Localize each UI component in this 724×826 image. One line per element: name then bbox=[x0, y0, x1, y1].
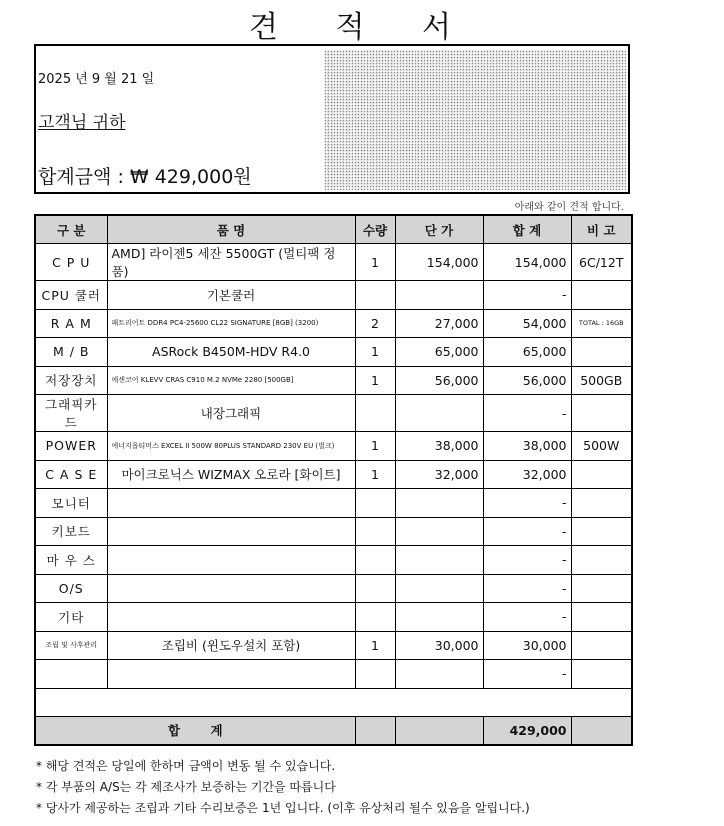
row-remarks bbox=[571, 546, 632, 575]
row-item-name: 에너지옵티머스 EXCEL II 500W 80PLUS STANDARD 230V EU (벌크) bbox=[107, 432, 355, 461]
row-category: 기타 bbox=[35, 603, 107, 632]
row-remarks bbox=[571, 660, 632, 689]
table-row bbox=[35, 603, 632, 632]
table-row bbox=[35, 432, 632, 461]
table-row bbox=[35, 366, 632, 395]
row-sum: 154,000 bbox=[483, 244, 571, 281]
total-sum: 429,000 bbox=[483, 716, 571, 745]
table-row bbox=[35, 631, 632, 660]
table-row bbox=[35, 309, 632, 338]
row-remarks bbox=[571, 489, 632, 518]
row-remarks bbox=[571, 281, 632, 310]
row-category: CPU 쿨러 bbox=[35, 281, 107, 310]
row-item-name bbox=[107, 517, 355, 546]
row-unit-price bbox=[395, 395, 483, 432]
row-item-name bbox=[107, 489, 355, 518]
row-sum: - bbox=[483, 395, 571, 432]
row-unit-price: 30,000 bbox=[395, 631, 483, 660]
row-item-name: 패트리어트 DDR4 PC4-25600 CL22 SIGNATURE [8GB] (3200) bbox=[107, 309, 355, 338]
row-unit-price bbox=[395, 517, 483, 546]
header-box bbox=[34, 44, 630, 194]
row-remarks: 500GB bbox=[571, 366, 632, 395]
row-category bbox=[35, 660, 107, 689]
row-sum: 65,000 bbox=[483, 338, 571, 367]
table-row bbox=[35, 395, 632, 432]
row-category: 모니터 bbox=[35, 489, 107, 518]
row-item-name: 조립비 (윈도우설치 포함) bbox=[107, 631, 355, 660]
table-row bbox=[35, 338, 632, 367]
row-category: 키보드 bbox=[35, 517, 107, 546]
row-category: M / B bbox=[35, 338, 107, 367]
table-header-row bbox=[35, 215, 632, 244]
row-quantity bbox=[355, 517, 395, 546]
row-category: 그래픽카드 bbox=[35, 395, 107, 432]
spacer-row bbox=[35, 688, 632, 716]
row-item-name: 내장그래픽 bbox=[107, 395, 355, 432]
footer-note: * 해당 견적은 당일에 한하며 금액이 변동 될 수 있습니다. bbox=[36, 759, 336, 773]
row-item-name: 기본쿨러 bbox=[107, 281, 355, 310]
row-unit-price bbox=[395, 281, 483, 310]
total-amount: 합계금액 : ₩ 429,000원 bbox=[38, 166, 252, 188]
row-remarks: TOTAL : 16GB bbox=[571, 309, 632, 338]
total-label: 합 계 bbox=[35, 716, 355, 745]
row-unit-price: 154,000 bbox=[395, 244, 483, 281]
row-remarks bbox=[571, 574, 632, 603]
row-item-name: 에센코어 KLEVV CRAS C910 M.2 NVMe 2280 [500GB] bbox=[107, 366, 355, 395]
table-row bbox=[35, 244, 632, 281]
row-sum: 56,000 bbox=[483, 366, 571, 395]
row-unit-price bbox=[395, 603, 483, 632]
table-row bbox=[35, 660, 632, 689]
table-row bbox=[35, 574, 632, 603]
row-sum: - bbox=[483, 574, 571, 603]
row-quantity: 1 bbox=[355, 366, 395, 395]
quote-note: 아래와 같이 견적 합니다. bbox=[514, 202, 624, 213]
row-remarks bbox=[571, 338, 632, 367]
row-remarks bbox=[571, 460, 632, 489]
row-category: C A S E bbox=[35, 460, 107, 489]
row-remarks bbox=[571, 395, 632, 432]
row-remarks: 500W bbox=[571, 432, 632, 461]
row-category: POWER bbox=[35, 432, 107, 461]
row-unit-price bbox=[395, 546, 483, 575]
row-category: 저장장치 bbox=[35, 366, 107, 395]
row-sum: - bbox=[483, 517, 571, 546]
row-remarks bbox=[571, 517, 632, 546]
row-unit-price bbox=[395, 574, 483, 603]
row-item-name bbox=[107, 546, 355, 575]
row-item-name bbox=[107, 660, 355, 689]
row-quantity bbox=[355, 603, 395, 632]
header-item-name: 품 명 bbox=[107, 215, 355, 244]
header-unit-price: 단 가 bbox=[395, 215, 483, 244]
row-remarks bbox=[571, 631, 632, 660]
table-row bbox=[35, 489, 632, 518]
row-sum: - bbox=[483, 660, 571, 689]
header-sum: 합 계 bbox=[483, 215, 571, 244]
row-sum: - bbox=[483, 546, 571, 575]
row-quantity bbox=[355, 281, 395, 310]
row-unit-price: 27,000 bbox=[395, 309, 483, 338]
total-row bbox=[35, 716, 632, 745]
row-sum: - bbox=[483, 489, 571, 518]
row-item-name: ASRock B450M-HDV R4.0 bbox=[107, 338, 355, 367]
row-category: 조립 및 사후관리 bbox=[35, 631, 107, 660]
row-sum: - bbox=[483, 603, 571, 632]
row-item-name bbox=[107, 603, 355, 632]
row-quantity bbox=[355, 546, 395, 575]
row-sum: 54,000 bbox=[483, 309, 571, 338]
row-quantity bbox=[355, 395, 395, 432]
row-item-name: 마이크로닉스 WIZMAX 오로라 [화이트] bbox=[107, 460, 355, 489]
row-remarks bbox=[571, 603, 632, 632]
estimate-table bbox=[34, 214, 633, 746]
row-category: 마 우 스 bbox=[35, 546, 107, 575]
header-category: 구 분 bbox=[35, 215, 107, 244]
row-unit-price: 65,000 bbox=[395, 338, 483, 367]
table-row bbox=[35, 546, 632, 575]
row-sum: - bbox=[483, 281, 571, 310]
row-unit-price: 38,000 bbox=[395, 432, 483, 461]
row-quantity: 1 bbox=[355, 460, 395, 489]
row-item-name: AMD] 라이젠5 세잔 5500GT (멀티팩 정품) bbox=[107, 244, 355, 281]
row-unit-price: 32,000 bbox=[395, 460, 483, 489]
row-sum: 30,000 bbox=[483, 631, 571, 660]
row-unit-price bbox=[395, 660, 483, 689]
row-sum: 38,000 bbox=[483, 432, 571, 461]
row-quantity: 2 bbox=[355, 309, 395, 338]
row-unit-price: 56,000 bbox=[395, 366, 483, 395]
row-quantity: 1 bbox=[355, 432, 395, 461]
row-quantity: 1 bbox=[355, 631, 395, 660]
footer-note: * 당사가 제공하는 조립과 기타 수리보증은 1년 입니다. (이후 유상처리 될수 있음을 알립니다.) bbox=[36, 801, 530, 815]
customer-name: 고객님 귀하 bbox=[38, 113, 126, 133]
row-quantity bbox=[355, 574, 395, 603]
row-category: C P U bbox=[35, 244, 107, 281]
row-category: O/S bbox=[35, 574, 107, 603]
table-row bbox=[35, 460, 632, 489]
footer-notes bbox=[36, 756, 530, 819]
document-title: 견 적 서 bbox=[248, 10, 475, 45]
row-unit-price bbox=[395, 489, 483, 518]
row-remarks: 6C/12T bbox=[571, 244, 632, 281]
table-row bbox=[35, 517, 632, 546]
row-quantity: 1 bbox=[355, 338, 395, 367]
row-quantity: 1 bbox=[355, 244, 395, 281]
header-quantity: 수량 bbox=[355, 215, 395, 244]
row-item-name bbox=[107, 574, 355, 603]
header-remarks: 비 고 bbox=[571, 215, 632, 244]
table-row bbox=[35, 281, 632, 310]
quote-date: 2025 년 9 월 21 일 bbox=[38, 72, 155, 87]
row-category: R A M bbox=[35, 309, 107, 338]
row-sum: 32,000 bbox=[483, 460, 571, 489]
row-quantity bbox=[355, 660, 395, 689]
redacted-company-info bbox=[324, 50, 626, 190]
row-quantity bbox=[355, 489, 395, 518]
footer-note: * 각 부품의 A/S는 각 제조사가 보증하는 기간을 따릅니다 bbox=[36, 780, 336, 794]
